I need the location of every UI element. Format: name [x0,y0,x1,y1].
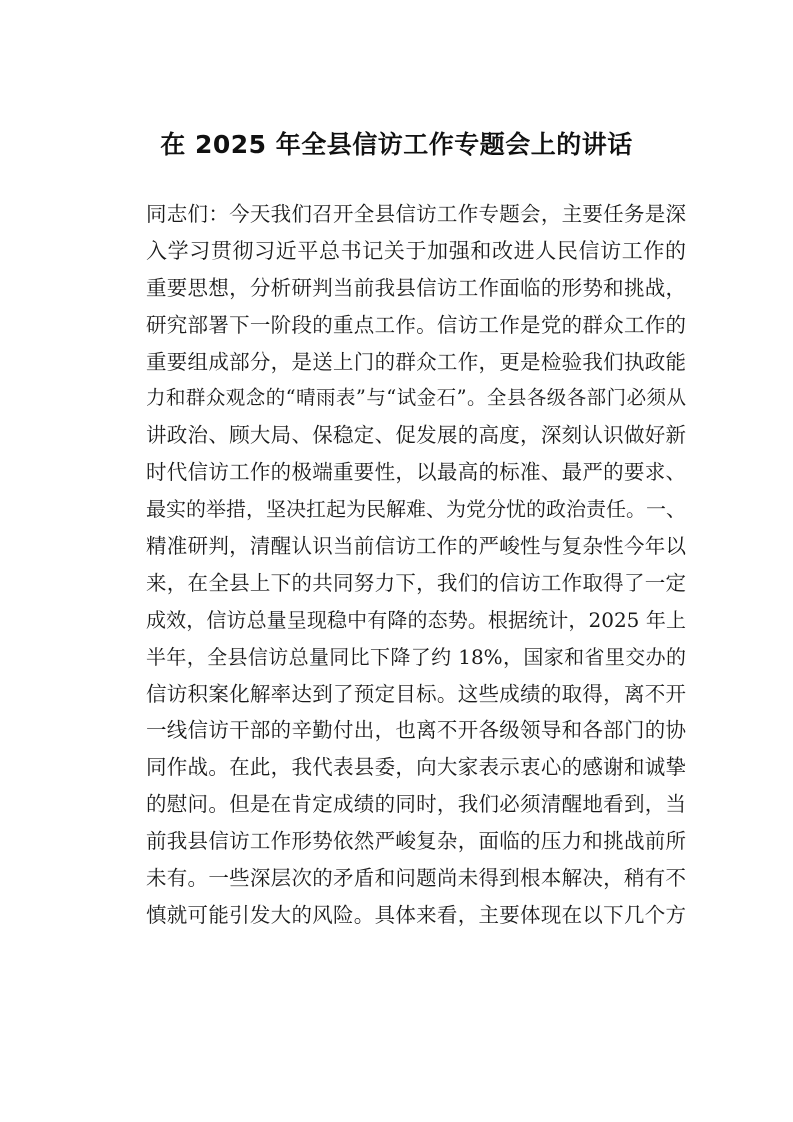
text-line: 的慰问。但是在肯定成绩的同时，我们必须清醒地看到，当 [146,792,686,817]
text-line: 信访积案化解率达到了预定目标。这些成绩的取得，离不开 [146,681,686,706]
text-line: 入学习贯彻习近平总书记关于加强和改进人民信访工作的 [146,238,686,263]
text-line: 力和群众观念的“晴雨表”与“试金石”。全县各级各部门必须从 [146,386,686,410]
speech-body [146,196,686,934]
text-line: 时代信访工作的极端重要性，以最高的标准、最严的要求、 [146,460,686,485]
text-line: 最实的举措，坚决扛起为民解难、为党分忧的政治责任。一、 [146,497,686,522]
text-line: 成效，信访总量呈现稳中有降的态势。根据统计，2025 年上 [146,607,686,632]
text-line: 一线信访干部的辛勤付出，也离不开各级领导和各部门的协 [146,718,686,743]
document-title: 在 2025 年全县信访工作专题会上的讲话 [160,130,633,159]
text-line: 同志们：今天我们召开全县信访工作专题会，主要任务是深 [146,202,686,226]
text-line: 同作战。在此，我代表县委，向大家表示衷心的感谢和诚挚 [146,755,686,780]
text-line: 前我县信访工作形势依然严峻复杂，面临的压力和挑战前所 [146,829,686,854]
text-line: 研究部署下一阶段的重点工作。信访工作是党的群众工作的 [146,312,686,337]
text-line: 来，在全县上下的共同努力下，我们的信访工作取得了一定 [146,570,686,595]
text-line: 半年，全县信访总量同比下降了约 18%，国家和省里交办的 [146,644,686,669]
text-line: 精准研判，清醒认识当前信访工作的严峻性与复杂性今年以 [146,534,686,559]
text-line: 慎就可能引发大的风险。具体来看，主要体现在以下几个方 [146,902,686,927]
text-line: 重要思想，分析研判当前我县信访工作面临的形势和挑战， [146,275,686,300]
text-line: 重要组成部分，是送上门的群众工作，更是检验我们执政能 [146,349,686,374]
text-line: 未有。一些深层次的矛盾和问题尚未得到根本解决，稍有不 [146,866,686,891]
text-line: 讲政治、顾大局、保稳定、促发展的高度，深刻认识做好新 [146,423,686,448]
